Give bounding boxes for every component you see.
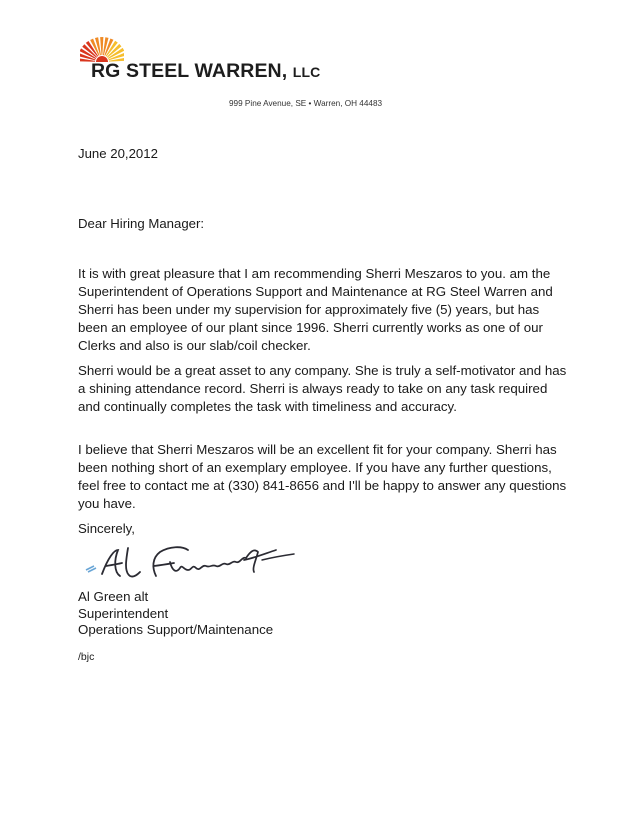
company-name: RG STEEL WARREN, LLC [91,60,321,82]
sun-ray [100,37,103,55]
body-paragraph: I believe that Sherri Meszaros will be an excellent fit for your company. Sherri has been nothing short of an exemplary employee. If you have any further questions, feel free to contact me at (330) 841-8656 and I'll be happy to answer any questions you have. [78,442,567,511]
letter-date: June 20,2012 [78,146,158,161]
signature-block [78,589,273,639]
signer-department: Operations Support/Maintenance [78,622,274,638]
signer-title: Superintendent [78,605,169,621]
signer-name: Al Green alt [78,589,149,604]
sunburst-logo-icon [80,36,124,62]
company-suffix: LLC [292,64,321,80]
handwritten-signature [84,538,304,590]
body-paragraph: Sherri would be a great asset to any company. She is truly a self-motivator and has a shining attendance record. Sherri is always ready to take on any task required and continually completes the task with timeliness and accuracy. [78,363,567,414]
salutation: Dear Hiring Manager: [78,216,205,231]
body-paragraph: It is with great pleasure that I am recommending Sherri Meszaros to you. am the Superintendent of Operations Support and Maintenance at RG Steel Warren and Sherri has been under my supervision for approximately five (5) years, but has been an employee of our plant since 1996. Sherri currently works as one of our Clerks and also is our slab/coil checker. [78,266,553,353]
company-address: 999 Pine Avenue, SE • Warren, OH 44483 [229,99,383,108]
closing: Sincerely, [78,521,135,536]
typist-initials: /bjc [78,651,95,663]
